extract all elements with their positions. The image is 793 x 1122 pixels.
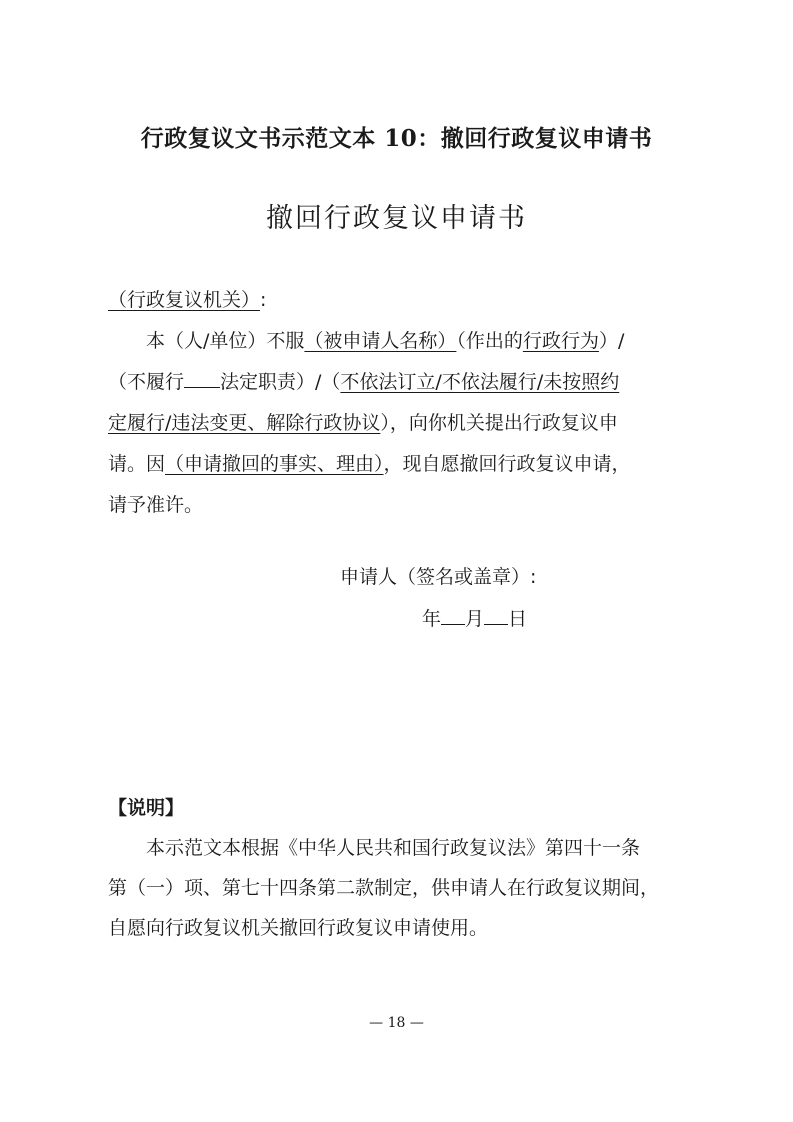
notes-line-1: 本示范文本根据《中华人民共和国行政复议法》第四十一条 (146, 837, 641, 859)
administrative-act-placeholder: 行政行为 (522, 330, 599, 352)
respondent-name-placeholder: （被申请人名称） (304, 330, 457, 352)
day-blank (484, 606, 508, 625)
withdrawal-reason-placeholder: （申请撤回的事实、理由） (165, 453, 384, 475)
body-line-4 (108, 444, 693, 485)
body-line-1 (108, 321, 693, 362)
addressee-placeholder: （行政复议机关） (108, 289, 261, 311)
duty-blank (184, 369, 220, 388)
body-line-2 (108, 362, 693, 403)
body-line-3 (108, 403, 693, 444)
notes-line-2: 第（一）项、第七十四条第二款制定，供申请人在行政复议期间， (108, 877, 660, 899)
body-text: （作出的 (456, 330, 523, 352)
template-series-title: 行政复议文书示范文本 10：撤回行政复议申请书 (140, 125, 653, 152)
notes-heading: 【说明】 (108, 797, 185, 819)
body-text: 请。因 (108, 453, 166, 475)
notes-line-3: 自愿向行政复议机关撤回行政复议申请使用。 (108, 917, 489, 939)
page-number: — 18 — (369, 1015, 424, 1031)
day-label: 日 (508, 608, 528, 630)
date-line (340, 598, 640, 640)
agreement-option-placeholder-cont: 定履行/违法变更、解除行政协议 (108, 412, 381, 434)
applicant-signature-label: 申请人（签名或盖章）: (340, 566, 537, 588)
body-text: ）/ (598, 330, 625, 352)
document-title: 撤回行政复议申请书 (266, 203, 527, 234)
signature-block (340, 556, 640, 640)
month-blank (441, 606, 465, 625)
month-label: 月 (465, 608, 485, 630)
body-text: 本（人/单位）不服 (146, 330, 305, 352)
addressee-colon: : (260, 289, 267, 311)
body-line-5: 请予准许。 (108, 494, 204, 516)
agreement-option-placeholder: 不依法订立/不依法履行/未按照约 (340, 371, 620, 393)
addressee-line (108, 280, 693, 321)
body-text: ，现自愿撤回行政复议申请， (383, 453, 631, 475)
body-text: 法定职责）/（ (220, 371, 341, 393)
body-text: （不履行 (108, 371, 185, 393)
application-body (108, 280, 693, 526)
body-text: ），向你机关提出行政复议申 (380, 412, 618, 434)
notes-section (108, 788, 703, 948)
year-label: 年 (422, 608, 442, 630)
